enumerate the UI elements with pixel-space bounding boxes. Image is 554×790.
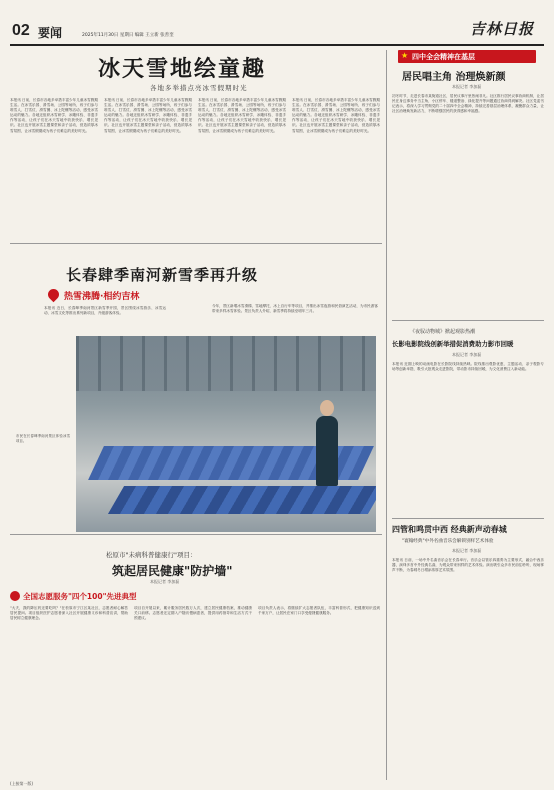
photo-worker — [316, 416, 338, 486]
masthead-rule — [10, 44, 544, 46]
lead-title: 冰天雪地绘童趣 — [98, 56, 267, 82]
continuation-note: (上接第一版) — [10, 781, 34, 786]
page-number: 02 — [12, 22, 30, 39]
feature-banner-text: 热雪沸腾·相约吉林 — [64, 292, 140, 302]
health-col2: 项目自开展以来，累计服务居民数万人次，建立居民健康档案，推动健康关口前移。志愿者还定期入户随访慢病患者，提供用药指导和生活方式干预建议。 — [134, 606, 252, 621]
lead-body-col4: 本报讯 日前，长春市各地多举措丰富少年儿童冰雪假期生活。在冰雪乐园、滑雪场、公园等场所，孩子们参与堆雪人、打雪仗、滑雪圈、冰上陀螺等活动，感受冰雪运动的魅力。各地还组织冰雪研学、冰雕体验、非遗手作等活动，让孩子们在冰天雪地中收获快乐、增长见识。社区也开展冰雪主题课堂和亲子活动，营造浓厚冰雪氛围，让冰雪假期成为孩子们难忘的美好时光。 — [292, 98, 380, 133]
masthead — [0, 0, 554, 48]
lead-story — [10, 48, 382, 243]
lead-body-col3: 本报讯 日前，长春市各地多举措丰富少年儿童冰雪假期生活。在冰雪乐园、滑雪场、公园等场所，孩子们参与堆雪人、打雪仗、滑雪圈、冰上陀螺等活动，感受冰雪运动的魅力。各地还组织冰雪研学、冰雕体验、非遗手作等活动，让孩子们在冰天雪地中收获快乐、增长见识。社区也开展冰雪主题课堂和亲子活动，营造浓厚冰雪氛围，让冰雪假期成为孩子们难忘的美好时光。 — [198, 98, 286, 133]
right-mid-body: 本报讯 近期上映的动画电影在长影院线持续热映。院线推出观影优惠、主题活动、亲子观影专场等创新举措，吸引大批观众走进影院，带动影市持续回暖，为文化消费注入新动能。 — [392, 362, 544, 372]
column-divider — [386, 50, 387, 780]
volunteer-icon — [10, 591, 20, 601]
lead-body-col2: 本报讯 日前，长春市各地多举措丰富少年儿童冰雪假期生活。在冰雪乐园、滑雪场、公园等场所，孩子们参与堆雪人、打雪仗、滑雪圈、冰上陀螺等活动，感受冰雪运动的魅力。各地还组织冰雪研学、冰雕体验、非遗手作等活动，让孩子们在冰天雪地中收获快乐、增长见识。社区也开展冰雪主题课堂和亲子活动，营造浓厚冰雪氛围，让冰雪假期成为孩子们难忘的美好时光。 — [104, 98, 192, 133]
right-top-banner — [398, 50, 536, 63]
right-top-byline: 本报记者 李加磊 — [452, 84, 482, 89]
right-mid-kicker: 《夜驭动物城》掀起观影热潮 — [410, 329, 476, 335]
right-bottom-body: 本报讯 日前，一场中外名曲音乐会在长春举行。音乐会以管乐四重奏为主要形式，融合中西乐器，演绎多首中外经典名曲，为观众带来别样的艺术体验。演出吸引众多市民前往聆听，现场掌声不断，为春城冬日增添浓厚艺术氛围。 — [392, 558, 544, 573]
section-name: 要闻 — [38, 26, 63, 40]
right-divider-2 — [392, 518, 544, 519]
right-bottom-byline: 本报记者 李加磊 — [452, 548, 482, 553]
right-mid-byline: 本报记者 李加磊 — [452, 352, 482, 357]
lead-subtitle: 各地多举措点亮冰雪假期时光 — [150, 84, 248, 92]
health-story — [10, 536, 382, 786]
health-title: 筑起居民健康"防护墙" — [112, 564, 233, 578]
right-mid-story — [392, 324, 544, 516]
feature-body-left: 本报讯 近日，长春肆季南河景区新雪季开园，景区围绕冰雪游乐、冰雪运动、冰雪文化等推出系列新项目，升级游客体验。 — [44, 306, 166, 316]
section-divider-2 — [10, 534, 382, 535]
health-col3: 项目负责人表示，将继续扩大志愿者队伍，丰富科普形式，把健康知识送到千家万户，让居民在家门口享受便捷健康服务。 — [258, 606, 380, 616]
right-top-banner-text: 四中全会精神在基层 — [412, 53, 475, 61]
newspaper-logo: 吉林日报 — [470, 20, 535, 38]
feature-photo — [76, 336, 376, 532]
section-divider — [10, 243, 382, 244]
feature-story — [10, 246, 382, 566]
health-col1: "大夫，我的降压药还要吃吗？"在松原市宁江区某社区，志愿者耐心解答居民提问。项目组织医护志愿者深入社区开展健康义诊和科普宣讲，帮助居民树立健康理念。 — [10, 606, 128, 621]
feature-title: 长春肆季南河新雪季再升级 — [66, 266, 259, 284]
photo-ceiling-structure — [76, 336, 376, 391]
flame-icon — [46, 287, 62, 303]
health-banner — [10, 590, 200, 602]
right-mid-title: 长影电影院线创新举措促消费助力影市回暖 — [392, 340, 514, 348]
feature-banner — [48, 288, 158, 302]
right-top-title: 居民唱主角 治理焕新颜 — [402, 72, 506, 83]
health-byline: 本报记者 李加磊 — [150, 579, 180, 584]
star-icon: ★ — [401, 51, 409, 60]
right-bottom-subtitle: "寰翰经典"中外名曲音乐会解锁别样艺术体验 — [402, 539, 494, 544]
photo-worker-head — [320, 400, 334, 416]
photo-conveyor-lower — [108, 486, 376, 514]
right-divider-1 — [392, 320, 544, 321]
right-bottom-story — [392, 522, 544, 784]
health-banner-text: 全国志愿服务"四个100"先进典型 — [23, 592, 137, 601]
lead-body-col1: 本报讯 日前，长春市各地多举措丰富少年儿童冰雪假期生活。在冰雪乐园、滑雪场、公园等场所，孩子们参与堆雪人、打雪仗、滑雪圈、冰上陀螺等活动，感受冰雪运动的魅力。各地还组织冰雪研学、冰雕体验、非遗手作等活动，让孩子们在冰天雪地中收获快乐、增长见识。社区也开展冰雪主题课堂和亲子活动，营造浓厚冰雪氛围，让冰雪假期成为孩子们难忘的美好时光。 — [10, 98, 98, 133]
feature-body-right: 今年，景区新增冰雪滑梯、雪地摩托、冰上自行车等项目，并推出冰雪夜游和民俗演艺活动，为市民游客带来多样冰雪体验。景区负责人介绍，新雪季将持续至明年三月。 — [212, 304, 378, 314]
health-kicker: 松原市"未病科普健康行"项目： — [106, 551, 197, 559]
right-top-story — [392, 48, 544, 298]
dateline: 2025年11月30日 星期日 编辑 王立新 张善奎 — [82, 33, 174, 38]
right-top-body: 初冬时节，走进长春市某街道社区，居民议事厅里热闹非凡。社区推行居民议事协商机制，让居民在身边事务中当主角，小区停车、楼道整治、绿化提升等问题通过协商得到解决。社区党委书记表示，将深入学习贯彻党的二十届四中全会精神，持续完善基层治理体系，凝聚群众力量，让社区治理焕发新活力，不断增强居民的获得感和幸福感。 — [392, 94, 544, 114]
right-bottom-title: 四管和鸣贯中西 经典新声动春城 — [392, 525, 507, 534]
feature-photo-caption: 市民在长春肆季南河景区体验冰雪项目。 — [16, 434, 70, 444]
